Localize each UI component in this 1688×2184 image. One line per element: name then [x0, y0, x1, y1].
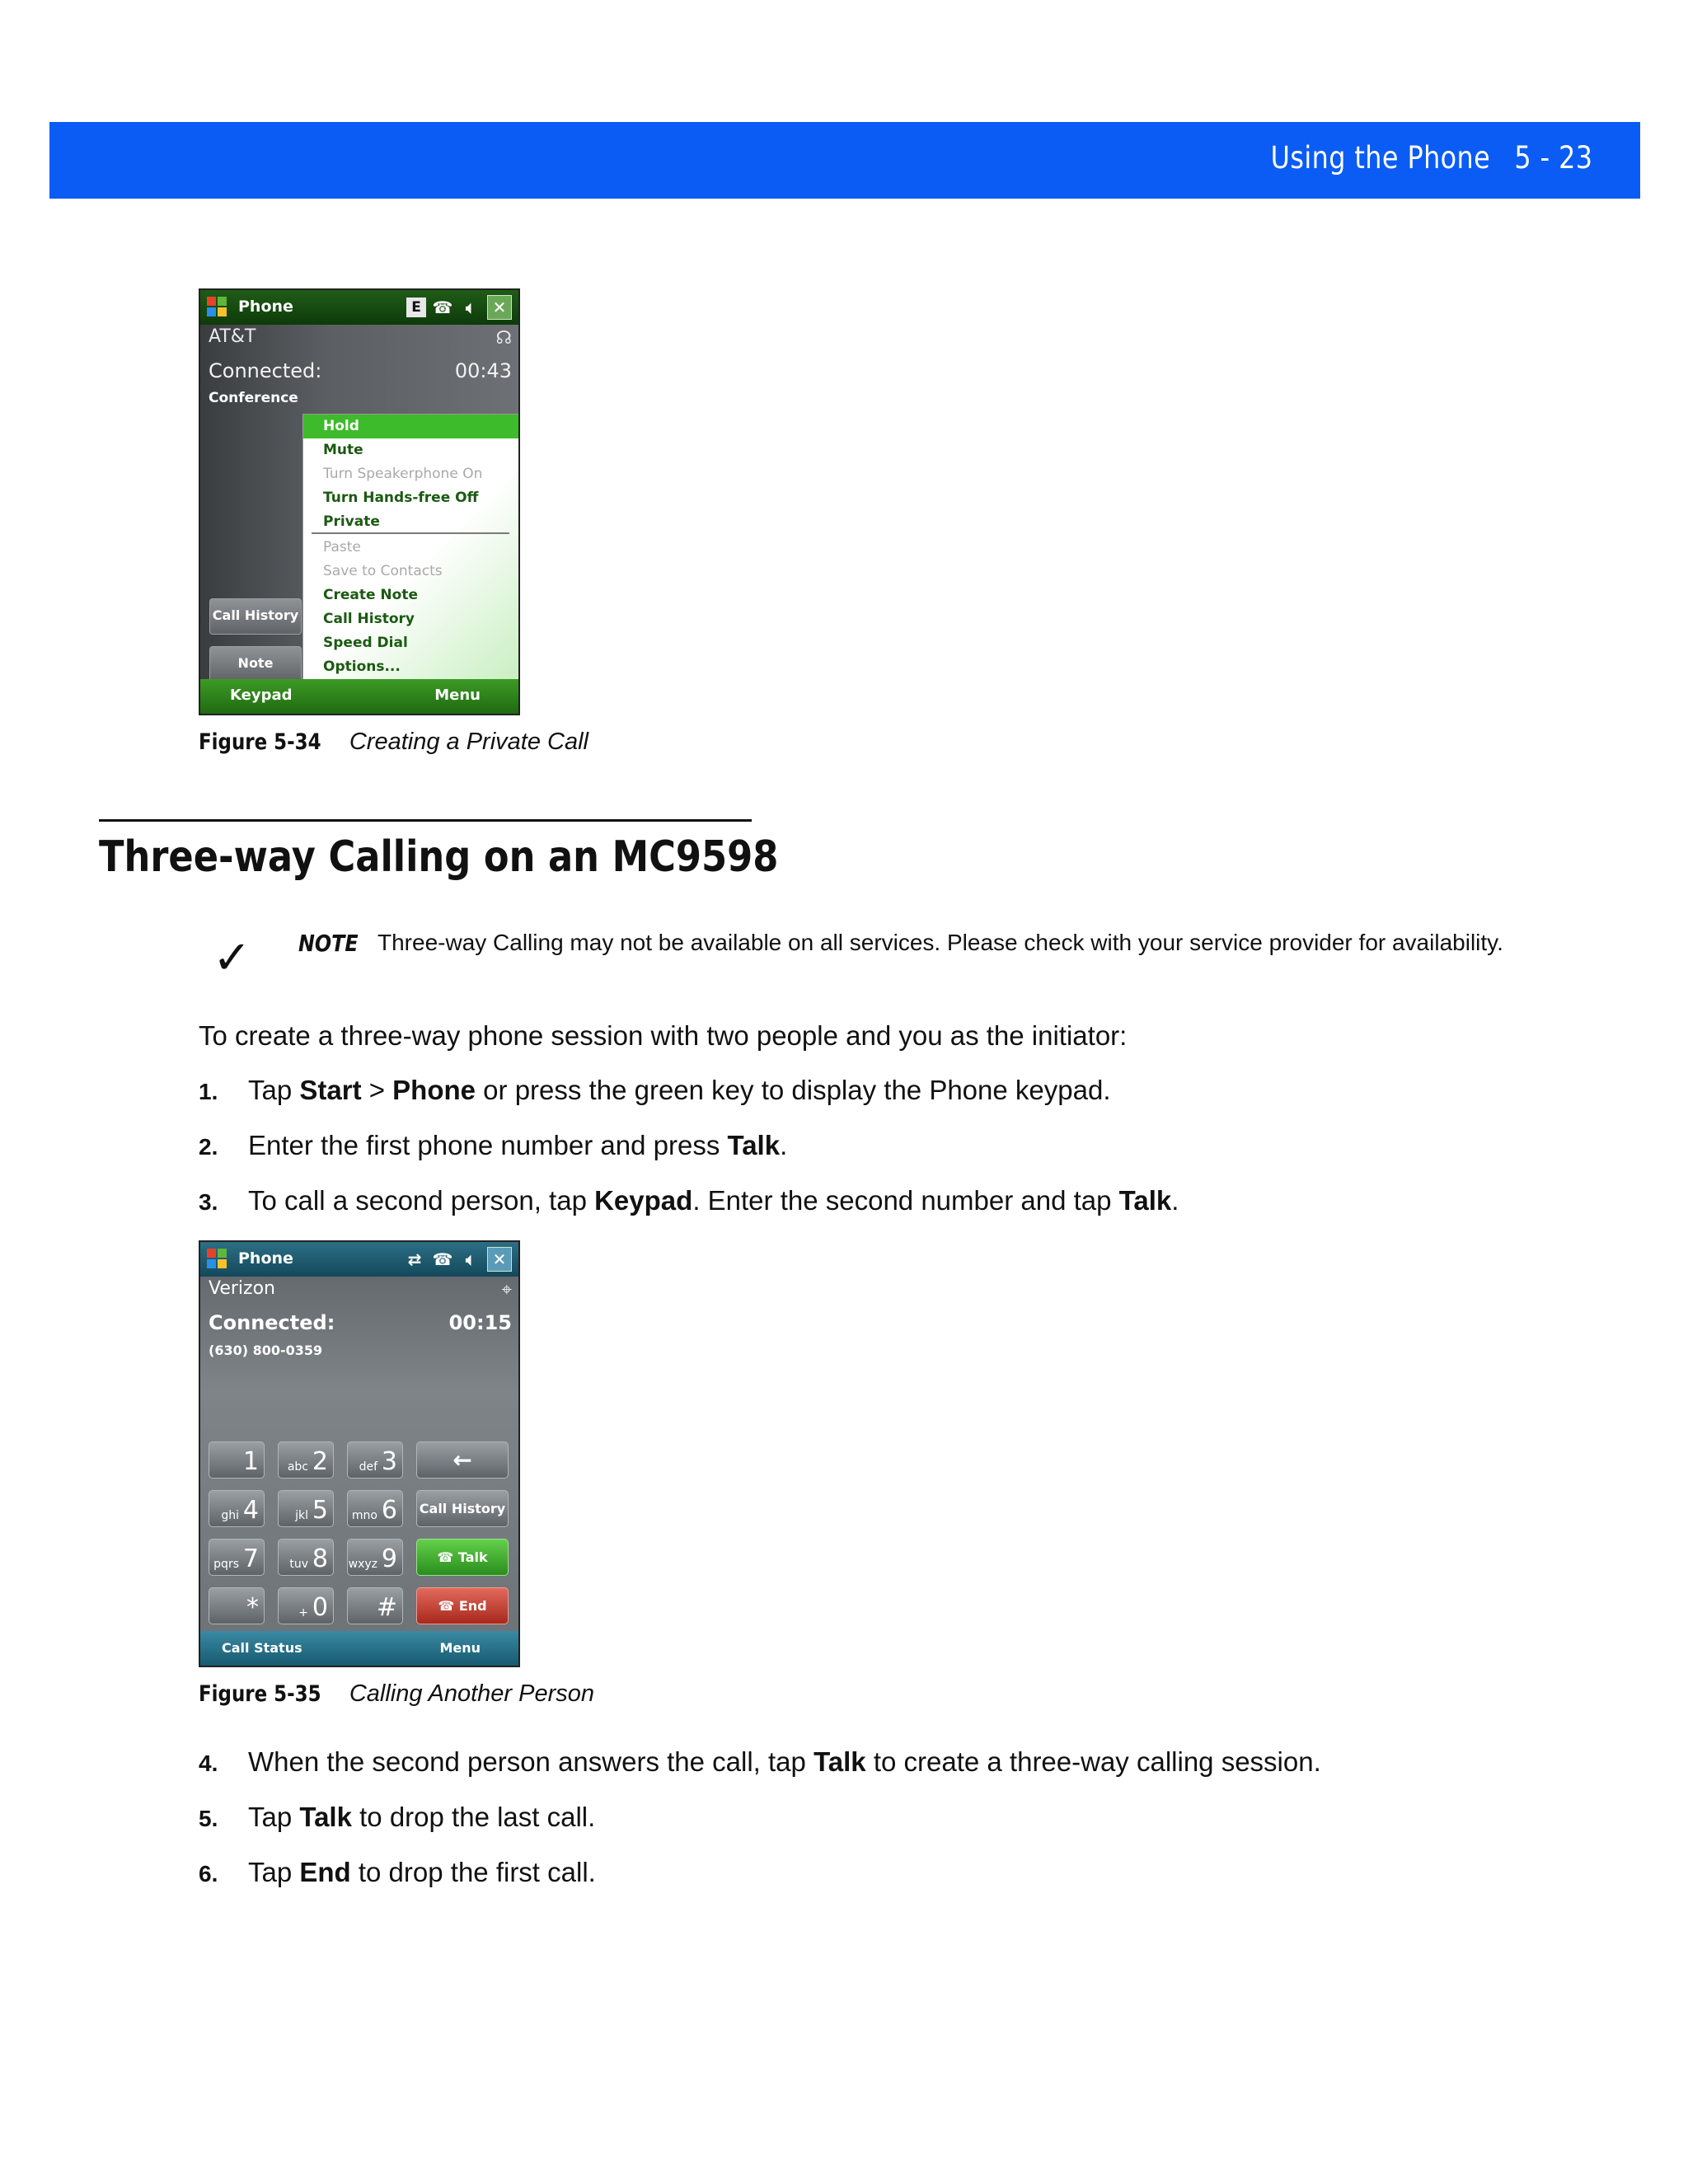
step-text: To call a second person, tap — [248, 1185, 595, 1216]
menu-item-hands-free[interactable]: Turn Hands-free Off — [323, 490, 479, 506]
step-item — [199, 1130, 787, 1161]
title-bar — [200, 290, 518, 325]
note-button[interactable]: Note — [209, 646, 302, 682]
connected-label: Connected: — [209, 359, 322, 382]
figure-caption — [199, 1680, 594, 1708]
key-star[interactable] — [209, 1587, 265, 1624]
step-text: . Enter the second number and tap — [692, 1185, 1119, 1216]
step-bold: Phone — [392, 1075, 476, 1105]
figure-private-call-screenshot — [199, 288, 520, 715]
menu-item-private[interactable]: Private — [323, 513, 380, 530]
speaker-icon[interactable]: 🔈︎ — [466, 298, 476, 317]
step-text: Tap — [248, 1857, 300, 1887]
key-letters: tuv — [289, 1558, 308, 1571]
signal-icon: ☎ — [432, 298, 453, 317]
figure-caption-text: Creating a Private Call — [349, 729, 588, 755]
headset-icon: ☊ — [495, 328, 512, 349]
step-bold: End — [299, 1857, 351, 1887]
key-digit: # — [376, 1593, 397, 1622]
figure-caption-label: Figure 5-34 — [199, 729, 321, 755]
section-title: Three-way Calling on an MC9598 — [99, 832, 779, 882]
step-text: or press the green key to display the Phone keypad. — [476, 1075, 1111, 1105]
step-text: Tap — [248, 1802, 300, 1832]
note-label: NOTE — [298, 930, 359, 957]
step-number: 5. — [199, 1806, 218, 1831]
softkey-call-status[interactable]: Call Status — [222, 1640, 302, 1656]
key-digit: 8 — [312, 1544, 328, 1573]
header-page-number: 5 - 23 — [1513, 140, 1592, 176]
step-bold: Talk — [1118, 1185, 1172, 1216]
menu-item-save-to-contacts[interactable]: Save to Contacts — [323, 563, 443, 579]
connected-label: Connected: — [209, 1311, 335, 1334]
header-section: Using the Phone — [1270, 140, 1490, 176]
step-number: 3. — [199, 1189, 218, 1215]
key-digit: * — [246, 1593, 259, 1622]
figure-calling-another-person-screenshot — [199, 1240, 520, 1667]
figure-caption-label: Figure 5-35 — [199, 1681, 321, 1707]
intro-paragraph: To create a three-way phone session with two people and you as the initiator: — [199, 1020, 1128, 1051]
menu-item-speed-dial[interactable]: Speed Dial — [323, 635, 408, 651]
check-icon: ✓ — [213, 931, 251, 985]
figure-caption-text: Calling Another Person — [349, 1680, 594, 1707]
step-item — [199, 1857, 596, 1888]
speaker-icon[interactable]: 🔈︎ — [466, 1249, 476, 1269]
menu-separator — [312, 532, 509, 534]
close-icon[interactable]: ✕ — [487, 295, 512, 320]
step-text: to create a three-way calling session. — [865, 1746, 1321, 1777]
close-icon[interactable]: ✕ — [487, 1247, 512, 1272]
menu-item-call-history[interactable]: Call History — [323, 611, 415, 627]
key-digit: 0 — [312, 1593, 328, 1622]
key-letters: mno — [351, 1509, 377, 1522]
section-rule — [99, 819, 752, 822]
carrier-name: Verizon — [209, 1278, 275, 1299]
carrier-name: AT&T — [209, 326, 256, 347]
step-text: to drop the last call. — [351, 1802, 596, 1832]
step-item — [199, 1802, 595, 1833]
menu-item-paste[interactable]: Paste — [323, 539, 361, 555]
key-9[interactable] — [347, 1539, 403, 1576]
menu-item-create-note[interactable]: Create Note — [323, 587, 418, 603]
key-letters: wxyz — [348, 1558, 377, 1571]
note-text: Three-way Calling may not be available on all services. Please check with your service provider for availability. — [377, 930, 1503, 955]
step-item — [199, 1075, 1111, 1106]
end-button[interactable] — [416, 1587, 509, 1624]
call-menu — [302, 414, 520, 681]
key-4[interactable] — [209, 1490, 265, 1527]
step-text: . — [1171, 1185, 1179, 1216]
header-text — [1270, 140, 1592, 176]
key-digit: 6 — [381, 1496, 397, 1525]
step-bold: Talk — [727, 1130, 781, 1160]
gps-icon: ⌖ — [501, 1280, 512, 1301]
end-label: End — [458, 1598, 487, 1614]
key-letters: jkl — [295, 1509, 308, 1522]
key-digit: 1 — [242, 1447, 259, 1476]
step-text: Tap — [248, 1075, 300, 1105]
key-letters: ghi — [221, 1509, 239, 1522]
step-text: . — [780, 1130, 788, 1160]
title-bar-title: Phone — [238, 298, 293, 316]
step-text: to drop the first call. — [350, 1857, 596, 1887]
step-number: 4. — [199, 1750, 218, 1776]
step-text: Enter the first phone number and press — [248, 1130, 728, 1160]
softkey-bar — [200, 679, 518, 714]
call-history-button[interactable]: Call History — [209, 598, 302, 635]
step-bold: Start — [299, 1075, 362, 1105]
key-1[interactable] — [209, 1441, 265, 1479]
title-bar-title: Phone — [238, 1249, 293, 1268]
talk-button[interactable] — [416, 1539, 509, 1576]
key-digit: 2 — [312, 1447, 328, 1476]
key-7[interactable] — [209, 1539, 265, 1576]
backspace-button[interactable]: ← — [416, 1441, 509, 1479]
step-bold: Talk — [814, 1746, 866, 1777]
call-active-icon: ☎ — [432, 1249, 453, 1269]
talk-label: Talk — [457, 1549, 488, 1565]
step-bold: Talk — [299, 1802, 352, 1832]
step-number: 1. — [199, 1079, 218, 1104]
end-phone-icon: ☎ — [438, 1598, 459, 1614]
key-0[interactable] — [278, 1587, 334, 1624]
title-bar — [200, 1242, 518, 1277]
conference-label: Conference — [209, 390, 298, 406]
menu-item-mute[interactable]: Mute — [323, 442, 363, 458]
key-letters: pqrs — [213, 1558, 239, 1571]
step-bold: Keypad — [594, 1185, 693, 1216]
call-timer: 00:15 — [448, 1311, 512, 1334]
softkey-keypad[interactable]: Keypad — [230, 687, 293, 704]
key-3[interactable] — [347, 1441, 403, 1479]
step-number: 2. — [199, 1134, 218, 1160]
windows-start-icon[interactable] — [207, 297, 228, 318]
key-letters: + — [298, 1606, 308, 1619]
figure-caption — [199, 729, 588, 756]
step-item — [199, 1185, 1179, 1216]
softkey-menu[interactable]: Menu — [434, 687, 481, 704]
page-header — [49, 122, 1640, 199]
step-item — [199, 1746, 1321, 1778]
key-digit: 9 — [381, 1544, 397, 1573]
softkey-menu[interactable]: Menu — [439, 1640, 481, 1656]
menu-item-hold[interactable]: Hold — [303, 415, 519, 438]
key-digit: 3 — [381, 1447, 397, 1476]
windows-start-icon[interactable] — [207, 1249, 228, 1270]
step-number: 6. — [199, 1861, 218, 1886]
step-text: > — [361, 1075, 393, 1105]
dialed-number: (630) 800-0359 — [209, 1343, 323, 1358]
key-digit: 4 — [242, 1496, 259, 1525]
key-letters: def — [359, 1460, 377, 1474]
key-8[interactable] — [278, 1539, 334, 1576]
menu-item-options[interactable]: Options... — [323, 658, 401, 675]
key-2[interactable] — [278, 1441, 334, 1479]
key-letters: abc — [287, 1460, 308, 1474]
key-6[interactable] — [347, 1490, 403, 1527]
sync-icon: ⇄ — [407, 1249, 422, 1269]
key-digit: 7 — [242, 1544, 259, 1573]
call-history-button[interactable]: Call History — [416, 1490, 509, 1527]
softkey-bar — [200, 1631, 518, 1666]
menu-item-speakerphone[interactable]: Turn Speakerphone On — [323, 466, 483, 482]
key-hash[interactable] — [347, 1587, 403, 1624]
step-text: When the second person answers the call, tap — [248, 1746, 814, 1777]
call-timer: 00:43 — [454, 359, 512, 382]
talk-phone-icon: ☎ — [437, 1549, 458, 1565]
key-digit: 5 — [312, 1496, 328, 1525]
edge-network-icon: E — [406, 298, 426, 317]
key-5[interactable] — [278, 1490, 334, 1527]
